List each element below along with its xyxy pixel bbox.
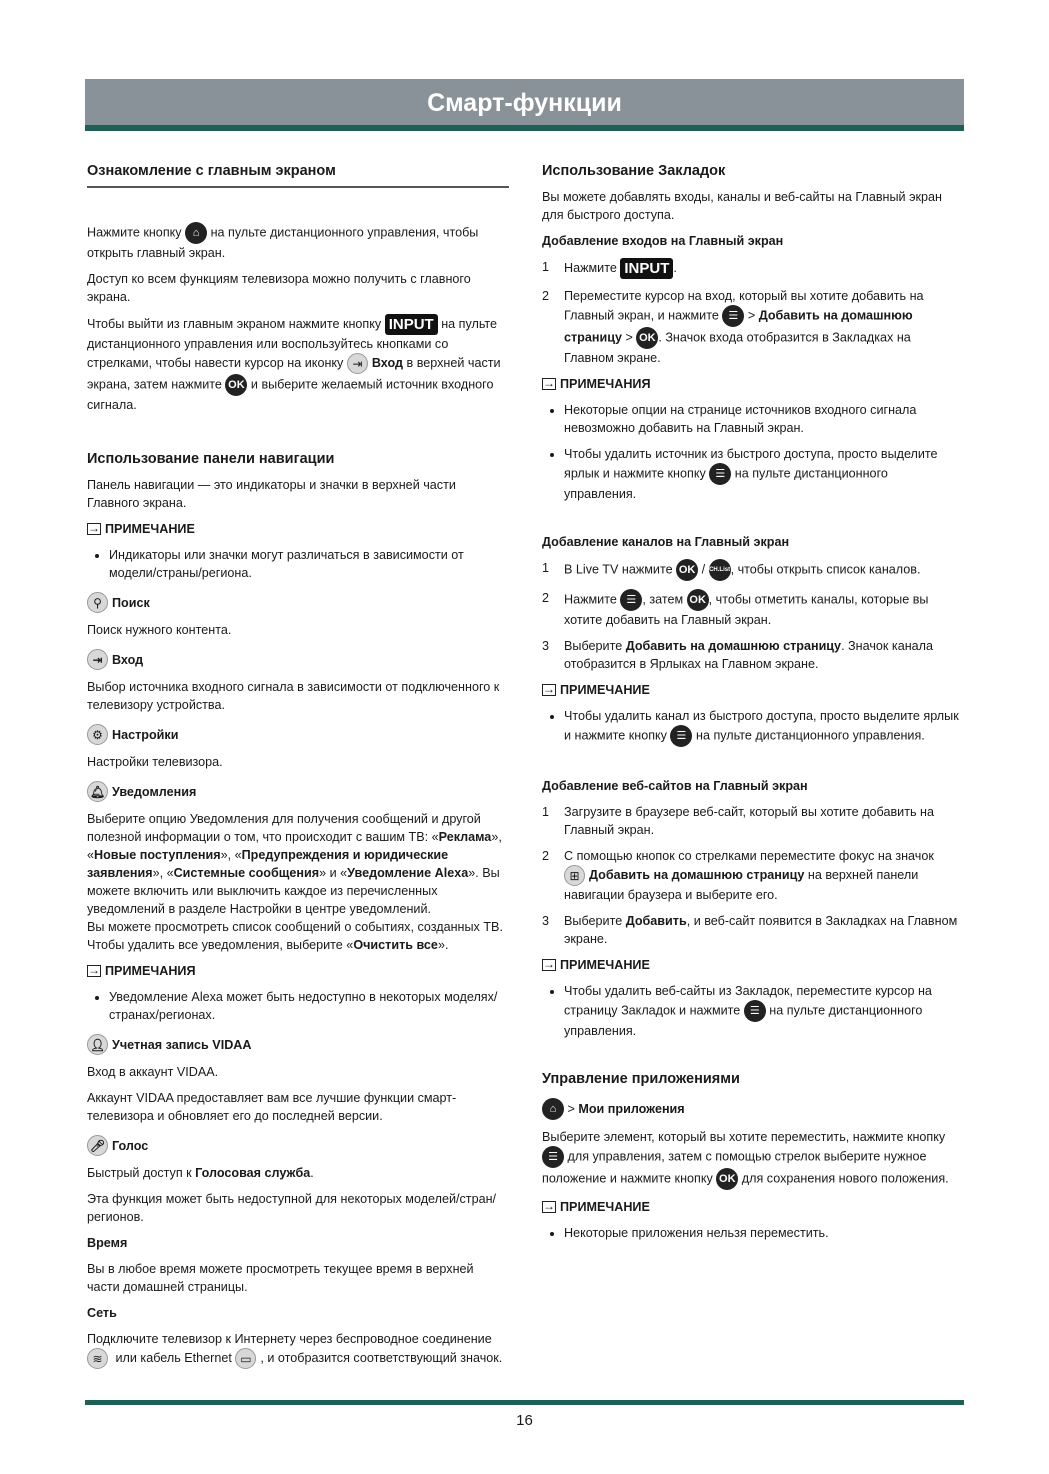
chlist-button-icon: CH.List <box>709 559 731 581</box>
voice-text-2: Эта функция может быть недоступной для некоторых моделей/стран/регионов. <box>87 1192 497 1224</box>
note-icon <box>542 378 556 390</box>
add-bookmark-icon: ⊞ <box>564 865 585 886</box>
nav-paragraph: Панель навигации — это индикаторы и значки в верхней части Главного экрана. <box>87 478 456 510</box>
home-icon: ⌂ <box>542 1098 564 1120</box>
channels-heading: Добавление каналов на Главный экран <box>542 535 790 549</box>
page-title: Смарт-функции <box>427 89 622 117</box>
apps-text: Выберите элемент, который вы хотите переместить, нажмите кнопку ☰ для управления, затем с помощью стрелок выберите нужное положение и нажмите кнопку OK для сохранения нового положения. <box>542 1128 962 1190</box>
note-item: • Уведомление Alexa может быть недоступно в некоторых моделях/странах/регионах. <box>109 988 509 1024</box>
ok-button-icon: OK <box>636 327 658 349</box>
note-heading: → ПРИМЕЧАНИЯ <box>87 962 509 980</box>
wifi-icon: ≋ <box>87 1348 108 1369</box>
websites-heading: Добавление веб-сайтов на Главный экран <box>542 779 808 793</box>
note-heading: → ПРИМЕЧАНИЯ <box>542 375 962 393</box>
note-heading: → ПРИМЕЧАНИЕ <box>87 520 509 538</box>
note-icon <box>542 1201 556 1213</box>
apps-path: ⌂ > Мои приложения <box>542 1098 962 1120</box>
menu-icon: ☰ <box>722 305 744 327</box>
notifications-text-3: Чтобы удалить все уведомления, выберите «Очистить все». <box>87 938 449 952</box>
note-item: • Некоторые опции на странице источников входного сигнала невозможно добавить на Главный экран. <box>564 401 962 437</box>
section-heading-bookmarks: Использование Закладок <box>542 163 726 179</box>
notifications-text-2: Вы можете просмотреть список сообщений о событиях, созданных ТВ. <box>87 920 503 934</box>
voice-text-1: Быстрый доступ к Голосовая служба. <box>87 1166 314 1180</box>
bookmarks-intro: Вы можете добавлять входы, каналы и веб-сайты на Главный экран для быстрого доступа. <box>542 190 942 222</box>
notifications-text: Выберите опцию Уведомления для получения сообщений и другой полезной информации о том, что происходит с вашим ТВ: «Реклама», «Новые поступления», «Предупреждения и юридические заявления», «Системные сообщения» и «Уведомление Alexa». Вы можете включить или выключить каждое из перечисленных уведомлений в разделе Настройки в центре уведомлений. <box>87 812 502 916</box>
menu-icon: ☰ <box>744 1000 766 1022</box>
list-item: 1 В Live TV нажмите OK / CH.List, чтобы открыть список каналов. <box>542 559 962 581</box>
note-icon <box>542 959 556 971</box>
home-paragraph-3: Чтобы выйти из главным экраном нажмите кнопку INPUT на пульте дистанционного управления или воспользуйтесь кнопками со стрелками, чтобы навести курсор на иконку ⇥ Вход в верхней части экрана, затем нажмите OK и выберите желаемый источник входного сигнала. <box>87 316 501 412</box>
list-item: 3 Выберите Добавить на домашнюю страницу. Значок канала отобразится в Ярлыках на Главном экране. <box>542 639 934 671</box>
account-text-2: Аккаунт VIDAA предоставляет вам все лучшие функции смарт-телевизора и обновляет его до последней версии. <box>87 1091 457 1123</box>
note-item: • Чтобы удалить источник из быстрого доступа, просто выделите ярлык и нажмите кнопку ☰ на пульте дистанционного управления. <box>564 445 962 503</box>
network-text: Подключите телевизор к Интернету через беспроводное соединение ≋ или кабель Ethernet ▭ , и отобразится соответствующий значок. <box>87 1330 509 1369</box>
ok-button-icon: OK <box>676 559 698 581</box>
notifications-title: 🔔︎ Уведомления <box>87 781 509 802</box>
search-title: ⚲ Поиск <box>87 592 509 613</box>
input-text: Выбор источника входного сигнала в зависимости от подключенного к телевизору устройства. <box>87 680 500 712</box>
microphone-icon: 🎤︎ <box>87 1135 108 1156</box>
list-item: 1 Нажмите INPUT . <box>542 260 677 277</box>
home-paragraph-1: Нажмите кнопку ⌂ на пульте дистанционного управления, чтобы открыть главный экран. <box>87 222 509 262</box>
section-heading-home: Ознакомление с главным экраном <box>87 162 509 188</box>
user-icon: 👤︎ <box>87 1034 108 1055</box>
menu-icon: ☰ <box>709 463 731 485</box>
note-heading: → ПРИМЕЧАНИЕ <box>542 1198 962 1216</box>
note-item: • Индикаторы или значки могут различаться в зависимости от модели/страны/региона. <box>109 546 509 582</box>
list-item: 2 Переместите курсор на вход, который вы хотите добавить на Главный экран, и нажмите ☰ > Добавить на домашнюю страницу > OK . Значок входа отобразится в Закладках на Главном экране. <box>542 289 924 365</box>
list-item: 2 Нажмите ☰ , затем OK , чтобы отметить каналы, которые вы хотите добавить на Главный экран. <box>542 591 929 627</box>
settings-title: ⚙ Настройки <box>87 724 509 745</box>
home-paragraph-2: Доступ ко всем функциям телевизора можно получить с главного экрана. <box>87 272 471 304</box>
input-button-icon: INPUT <box>385 314 438 335</box>
ok-button-icon: OK <box>687 589 709 611</box>
note-item: • Чтобы удалить веб-сайты из Закладок, переместите курсор на страницу Закладок и нажмите ☰ на пульте дистанционного управления. <box>564 982 962 1040</box>
note-heading: → ПРИМЕЧАНИЕ <box>542 956 962 974</box>
inputs-heading: Добавление входов на Главный экран <box>542 234 784 248</box>
ok-button-icon: OK <box>716 1168 738 1190</box>
section-heading-nav: Использование панели навигации <box>87 451 335 467</box>
page-title-banner <box>85 79 964 131</box>
input-title: ⇥ Вход <box>87 649 509 670</box>
right-column <box>542 162 962 1250</box>
menu-icon: ☰ <box>620 589 642 611</box>
section-heading-apps: Управление приложениями <box>542 1071 740 1087</box>
note-item: • Чтобы удалить канал из быстрого доступа, просто выделите ярлык и нажмите кнопку ☰ на пульте дистанционного управления. <box>564 707 962 747</box>
ok-button-icon: OK <box>225 374 247 396</box>
input-icon: ⇥ <box>347 353 368 374</box>
note-item: • Некоторые приложения нельзя переместить. <box>564 1224 962 1242</box>
input-icon: ⇥ <box>87 649 108 670</box>
voice-title: 🎤︎ Голос <box>87 1135 509 1156</box>
note-icon <box>87 965 101 977</box>
menu-icon: ☰ <box>670 725 692 747</box>
note-icon <box>87 523 101 535</box>
bell-icon: 🔔︎ <box>87 781 108 802</box>
ethernet-icon: ▭ <box>235 1348 256 1369</box>
network-title: Сеть <box>87 1306 117 1320</box>
account-title: 👤︎ Учетная запись VIDAA <box>87 1034 509 1055</box>
left-column <box>87 162 509 1377</box>
menu-icon: ☰ <box>542 1146 564 1168</box>
note-heading: → ПРИМЕЧАНИЕ <box>542 681 962 699</box>
page-number: 16 <box>516 1412 533 1429</box>
list-item: 2 С помощью кнопок со стрелками переместите фокус на значок ⊞ Добавить на домашнюю страницу на верхней панели навигации браузера и выберите его. <box>542 849 934 902</box>
account-text-1: Вход в аккаунт VIDAA. <box>87 1065 219 1079</box>
time-title: Время <box>87 1236 128 1250</box>
list-item: 3 Выберите Добавить, и веб-сайт появится в Закладках на Главном экране. <box>542 914 958 946</box>
gear-icon: ⚙ <box>87 724 108 745</box>
settings-text: Настройки телевизора. <box>87 755 223 769</box>
search-text: Поиск нужного контента. <box>87 623 232 637</box>
input-button-icon: INPUT <box>620 258 673 279</box>
footer-rule <box>85 1400 964 1405</box>
note-icon <box>542 684 556 696</box>
time-text: Вы в любое время можете просмотреть текущее время в верхней части домашней страницы. <box>87 1262 474 1294</box>
home-icon: ⌂ <box>185 222 207 244</box>
search-icon: ⚲ <box>87 592 108 613</box>
list-item: 1 Загрузите в браузере веб-сайт, который вы хотите добавить на Главный экран. <box>542 805 934 837</box>
